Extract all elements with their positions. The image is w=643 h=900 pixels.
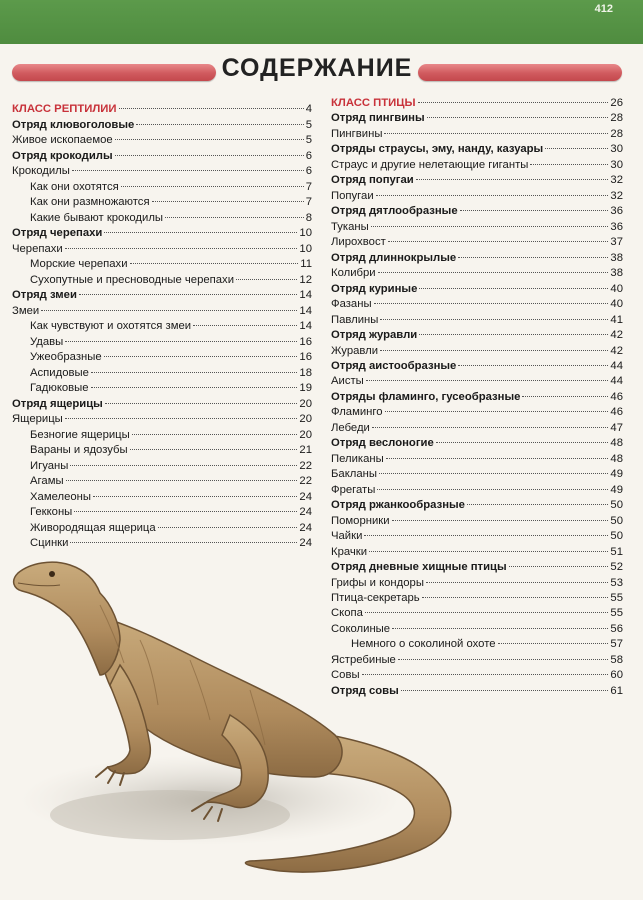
toc-entry-title: Отряд попугаи xyxy=(331,174,414,187)
toc-entry-title: Немного о соколиной охоте xyxy=(351,638,496,651)
toc-entry xyxy=(331,313,623,328)
toc-page-number: 42 xyxy=(610,344,623,357)
dot-leader xyxy=(136,124,303,125)
toc-page-number: 28 xyxy=(610,112,623,125)
toc-page-number: 22 xyxy=(299,459,312,472)
dot-leader xyxy=(91,387,298,388)
toc-page-number: 30 xyxy=(610,158,623,171)
toc-page-number: 6 xyxy=(305,149,312,162)
dot-leader xyxy=(91,372,298,373)
toc-entry-title: Отряд журавли xyxy=(331,329,418,342)
toc-entry xyxy=(12,319,312,335)
dot-leader xyxy=(460,210,609,211)
dot-leader xyxy=(371,226,609,227)
dot-leader xyxy=(379,473,608,474)
toc-entry-title: Отряд длиннокрылые xyxy=(331,251,457,264)
toc-page-number: 30 xyxy=(610,143,623,156)
page-number: 412 xyxy=(594,3,613,15)
dot-leader xyxy=(376,195,609,196)
toc-page-number: 32 xyxy=(610,174,623,187)
toc-entry-title: Лебеди xyxy=(331,421,370,434)
dot-leader xyxy=(158,527,298,528)
toc-entry-title: Фламинго xyxy=(331,406,383,419)
toc-entry xyxy=(331,220,623,235)
toc-entry xyxy=(12,490,312,506)
toc-page-number: 48 xyxy=(610,437,623,450)
toc-entry-title: Отряд черепахи xyxy=(12,227,103,239)
dot-leader xyxy=(93,496,297,497)
toc-entry xyxy=(331,297,623,312)
toc-entry-title: Отряд ящерицы xyxy=(12,397,103,410)
toc-page-number: 57 xyxy=(610,638,623,651)
toc-class-heading xyxy=(331,96,623,111)
toc-page-number: 4 xyxy=(305,103,312,115)
toc-entry-title: Удавы xyxy=(30,335,64,348)
toc-page-number: 56 xyxy=(610,622,623,635)
dot-leader xyxy=(104,356,298,357)
toc-entry xyxy=(331,514,623,529)
toc-entry-title: Отряд крокодилы xyxy=(12,149,113,162)
toc-entry-title: Гадюковые xyxy=(30,382,89,394)
dot-leader xyxy=(115,139,304,140)
toc-entry xyxy=(12,521,312,537)
toc-page-number: 6 xyxy=(305,165,312,177)
toc-page-number: 18 xyxy=(299,366,312,379)
toc-entry xyxy=(331,158,623,173)
dot-leader xyxy=(498,643,609,644)
toc-page-number: 14 xyxy=(299,320,312,332)
toc-page-number: 61 xyxy=(610,684,623,697)
dot-leader xyxy=(132,434,298,435)
toc-entry-title: КЛАСС РЕПТИЛИИ xyxy=(12,103,117,115)
toc-page-number: 24 xyxy=(299,490,312,503)
toc-entry-title: Морские черепахи xyxy=(30,258,128,270)
dot-leader xyxy=(374,303,609,304)
dot-leader xyxy=(388,241,609,242)
toc-entry-title: Сцинки xyxy=(30,537,69,549)
dot-leader xyxy=(545,148,608,149)
toc-page-number: 19 xyxy=(299,382,312,394)
dot-leader xyxy=(193,325,297,326)
toc-entry-title: Ящерицы xyxy=(12,413,63,425)
toc-page-number: 20 xyxy=(299,413,312,425)
toc-page-number: 32 xyxy=(610,189,623,202)
toc-order-entry xyxy=(331,251,623,266)
toc-page-number: 16 xyxy=(299,351,312,363)
dot-leader xyxy=(119,108,304,109)
toc-page-number: 50 xyxy=(610,514,623,527)
title-bar xyxy=(0,52,643,88)
dot-leader xyxy=(152,201,304,202)
toc-entry xyxy=(331,127,623,142)
toc-entry-title: Поморники xyxy=(331,514,390,527)
dot-leader xyxy=(105,403,298,404)
toc-page-number: 46 xyxy=(610,390,623,403)
toc-entry xyxy=(12,443,312,459)
dot-leader xyxy=(130,263,299,264)
toc-entry-title: Гекконы xyxy=(30,506,73,518)
toc-entry-title: Как они охотятся xyxy=(30,180,119,193)
toc-page-number: 51 xyxy=(610,545,623,558)
toc-page-number: 46 xyxy=(610,406,623,419)
toc-left-column xyxy=(12,102,312,552)
toc-page-number: 52 xyxy=(610,561,623,574)
dot-leader xyxy=(66,480,298,481)
dot-leader xyxy=(380,350,608,351)
toc-entry-title: Птица-секретарь xyxy=(331,592,420,604)
dot-leader xyxy=(458,365,608,366)
toc-entry-title: Отряды фламинго, гусеобразные xyxy=(331,390,521,403)
toc-entry-title: Как они размножаются xyxy=(30,196,150,208)
toc-order-entry xyxy=(331,359,623,374)
toc-page-number: 58 xyxy=(610,653,623,666)
toc-entry-title: Ястребиные xyxy=(331,653,396,666)
toc-page-number: 40 xyxy=(610,282,623,295)
toc-page-number: 44 xyxy=(610,375,623,388)
toc-entry-title: Ужеобразные xyxy=(30,351,102,363)
toc-entry xyxy=(12,304,312,320)
toc-page-number: 50 xyxy=(610,530,623,543)
dot-leader xyxy=(70,465,297,466)
toc-page-number: 26 xyxy=(610,97,623,109)
toc-page-number: 14 xyxy=(299,304,312,317)
toc-entry xyxy=(12,505,312,521)
toc-entry-title: Соколиные xyxy=(331,622,391,635)
toc-entry-title: Вараны и ядозубы xyxy=(30,444,128,456)
toc-page-number: 12 xyxy=(299,273,312,286)
toc-entry-title: Бакланы xyxy=(331,468,377,481)
toc-page-number: 36 xyxy=(610,220,623,233)
dot-leader xyxy=(121,186,304,187)
toc-page-number: 41 xyxy=(610,313,623,326)
dot-leader xyxy=(372,427,609,428)
toc-page-number: 20 xyxy=(299,428,312,441)
toc-entry xyxy=(12,164,312,180)
toc-page-number: 53 xyxy=(610,576,623,589)
toc-page-number: 55 xyxy=(610,592,623,604)
toc-entry xyxy=(12,366,312,382)
dot-leader xyxy=(385,411,609,412)
toc-entry xyxy=(331,235,623,250)
toc-order-entry xyxy=(12,288,312,304)
dot-leader xyxy=(509,566,609,567)
toc-entry xyxy=(12,242,312,258)
toc-entry xyxy=(12,133,312,149)
dot-leader xyxy=(378,272,609,273)
toc-entry-title: Отряд веслоногие xyxy=(331,437,434,450)
toc-page-number: 47 xyxy=(610,421,623,434)
dot-leader xyxy=(104,232,297,233)
toc-page-number: 21 xyxy=(299,444,312,456)
toc-order-entry xyxy=(331,436,623,451)
toc-page-number: 7 xyxy=(305,180,312,193)
toc-order-entry xyxy=(331,173,623,188)
dot-leader xyxy=(418,102,609,103)
toc-page-number: 28 xyxy=(610,127,623,140)
toc-entry-title: Как чувствуют и охотятся змеи xyxy=(30,320,192,332)
dot-leader xyxy=(41,310,297,311)
toc-entry-title: Фрегаты xyxy=(331,483,376,496)
toc-page-number: 49 xyxy=(610,468,623,481)
toc-entry-title: Отряд змеи xyxy=(12,289,77,301)
toc-order-entry xyxy=(331,390,623,405)
toc-entry-title: Отряд пингвины xyxy=(331,112,425,125)
toc-entry xyxy=(331,452,623,467)
toc-entry-title: Какие бывают крокодилы xyxy=(30,211,164,224)
toc-entry-title: Отряд аистообразные xyxy=(331,359,457,372)
toc-entry xyxy=(12,428,312,444)
toc-entry-title: Отряды страусы, эму, нанду, казуары xyxy=(331,143,544,156)
monitor-lizard-illustration xyxy=(0,545,470,890)
toc-entry-title: Крачки xyxy=(331,545,368,558)
toc-page-number: 10 xyxy=(299,242,312,255)
toc-order-entry xyxy=(331,282,623,297)
toc-entry-title: Чайки xyxy=(331,530,363,543)
toc-page-number: 42 xyxy=(610,329,623,342)
dot-leader xyxy=(530,164,608,165)
toc-entry-title: Совы xyxy=(331,669,360,682)
toc-page-number: 24 xyxy=(299,537,312,549)
toc-page-number: 14 xyxy=(299,289,312,301)
dot-leader xyxy=(458,257,608,258)
toc-order-entry xyxy=(12,118,312,134)
dot-leader xyxy=(377,489,608,490)
toc-entry-title: Живородящая ящерица xyxy=(30,521,156,534)
toc-entry-title: Сухопутные и пресноводные черепахи xyxy=(30,273,235,286)
toc-page-number: 50 xyxy=(610,499,623,512)
dot-leader xyxy=(522,396,608,397)
toc-page-number: 48 xyxy=(610,452,623,465)
toc-entry xyxy=(12,257,312,273)
dot-leader xyxy=(65,248,298,249)
toc-entry-title: Пингвины xyxy=(331,127,383,140)
toc-order-entry xyxy=(12,149,312,165)
toc-entry-title: Попугаи xyxy=(331,189,374,202)
toc-entry xyxy=(12,350,312,366)
toc-page-number: 36 xyxy=(610,205,623,218)
toc-entry xyxy=(331,483,623,498)
toc-page-number: 20 xyxy=(299,397,312,410)
toc-entry xyxy=(331,405,623,420)
dot-leader xyxy=(364,535,608,536)
toc-entry xyxy=(12,180,312,196)
toc-entry-title: Колибри xyxy=(331,267,376,280)
toc-entry xyxy=(12,412,312,428)
toc-page-number: 24 xyxy=(299,506,312,518)
toc-order-entry xyxy=(331,328,623,343)
dot-leader xyxy=(427,117,609,118)
toc-entry xyxy=(12,273,312,289)
dot-leader xyxy=(236,279,297,280)
toc-entry xyxy=(12,195,312,211)
toc-page-number: 16 xyxy=(299,335,312,348)
toc-entry xyxy=(331,266,623,281)
toc-order-entry xyxy=(12,397,312,413)
toc-entry xyxy=(331,467,623,482)
page-title: СОДЕРЖАНИЕ xyxy=(221,54,413,82)
top-color-band xyxy=(0,0,643,44)
toc-entry-title: Грифы и кондоры xyxy=(331,576,424,589)
dot-leader xyxy=(165,217,304,218)
toc-entry-title: Отряд дятлообразные xyxy=(331,205,458,218)
toc-entry-title: Агамы xyxy=(30,475,64,487)
toc-order-entry xyxy=(331,111,623,126)
dot-leader xyxy=(72,170,304,171)
toc-entry-title: Аисты xyxy=(331,375,364,388)
toc-page-number: 24 xyxy=(299,521,312,534)
toc-entry xyxy=(12,459,312,475)
toc-entry-title: Отряд дневные хищные птицы xyxy=(331,561,507,574)
toc-entry-title: Отряд совы xyxy=(331,684,399,697)
toc-entry xyxy=(331,189,623,204)
dot-leader xyxy=(392,520,609,521)
toc-entry-title: Пеликаны xyxy=(331,452,384,465)
toc-entry-title: Хамелеоны xyxy=(30,490,92,503)
toc-order-entry xyxy=(12,226,312,242)
toc-class-heading xyxy=(12,102,312,118)
dot-leader xyxy=(419,288,608,289)
toc-entry-title: Отряд куриные xyxy=(331,282,418,295)
toc-entry-title: Лирохвост xyxy=(331,236,386,249)
toc-entry-title: Скопа xyxy=(331,607,363,620)
toc-page-number: 7 xyxy=(305,196,312,208)
toc-page-number: 38 xyxy=(610,251,623,264)
toc-entry-title: Черепахи xyxy=(12,242,63,255)
toc-entry-title: КЛАСС ПТИЦЫ xyxy=(331,97,416,109)
toc-entry-title: Змеи xyxy=(12,304,40,317)
toc-entry xyxy=(12,381,312,397)
toc-entry-title: Игуаны xyxy=(30,459,69,472)
dot-leader xyxy=(386,458,609,459)
dot-leader xyxy=(366,380,609,381)
toc-entry xyxy=(12,335,312,351)
toc-page-number: 8 xyxy=(305,211,312,224)
toc-page-number: 55 xyxy=(610,607,623,620)
toc-entry-title: Отряд клювоголовые xyxy=(12,118,135,131)
dot-leader xyxy=(79,294,298,295)
toc-page-number: 38 xyxy=(610,267,623,280)
toc-entry-title: Фазаны xyxy=(331,298,372,311)
toc-entry xyxy=(12,211,312,227)
toc-order-entry xyxy=(331,498,623,513)
toc-entry-title: Отряд ржанкообразные xyxy=(331,499,465,512)
toc-page-number: 60 xyxy=(610,669,623,682)
dot-leader xyxy=(70,542,297,543)
toc-entry-title: Крокодилы xyxy=(12,165,70,177)
dot-leader xyxy=(436,442,609,443)
toc-page-number: 22 xyxy=(299,475,312,487)
dot-leader xyxy=(416,179,609,180)
dot-leader xyxy=(115,155,304,156)
toc-entry xyxy=(331,374,623,389)
dot-leader xyxy=(380,319,608,320)
toc-page-number: 40 xyxy=(610,298,623,311)
toc-entry-title: Страус и другие нелетающие гиганты xyxy=(331,158,529,171)
toc-entry xyxy=(331,529,623,544)
toc-page-number: 49 xyxy=(610,483,623,496)
toc-page-number: 10 xyxy=(299,227,312,239)
toc-page-number: 5 xyxy=(305,134,312,146)
toc-entry-title: Туканы xyxy=(331,220,369,233)
toc-page-number: 37 xyxy=(610,236,623,249)
toc-entry-title: Безногие ящерицы xyxy=(30,428,130,441)
dot-leader xyxy=(65,341,297,342)
toc-entry xyxy=(12,474,312,490)
toc-page-number: 5 xyxy=(305,118,312,131)
decorative-pill-right xyxy=(418,64,622,81)
dot-leader xyxy=(65,418,298,419)
toc-entry xyxy=(331,421,623,436)
toc-entry-title: Павлины xyxy=(331,313,379,326)
dot-leader xyxy=(74,511,297,512)
dot-leader xyxy=(130,449,298,450)
toc-entry-title: Журавли xyxy=(331,344,379,357)
toc-order-entry xyxy=(331,204,623,219)
toc-order-entry xyxy=(331,142,623,157)
toc-entry-title: Живое ископаемое xyxy=(12,134,113,146)
toc-page-number: 44 xyxy=(610,359,623,372)
dot-leader xyxy=(384,133,608,134)
toc-entry-title: Аспидовые xyxy=(30,366,89,379)
toc-page-number: 11 xyxy=(300,258,312,270)
toc-entry xyxy=(331,344,623,359)
decorative-pill-left xyxy=(12,64,216,81)
dot-leader xyxy=(419,334,608,335)
dot-leader xyxy=(467,504,608,505)
